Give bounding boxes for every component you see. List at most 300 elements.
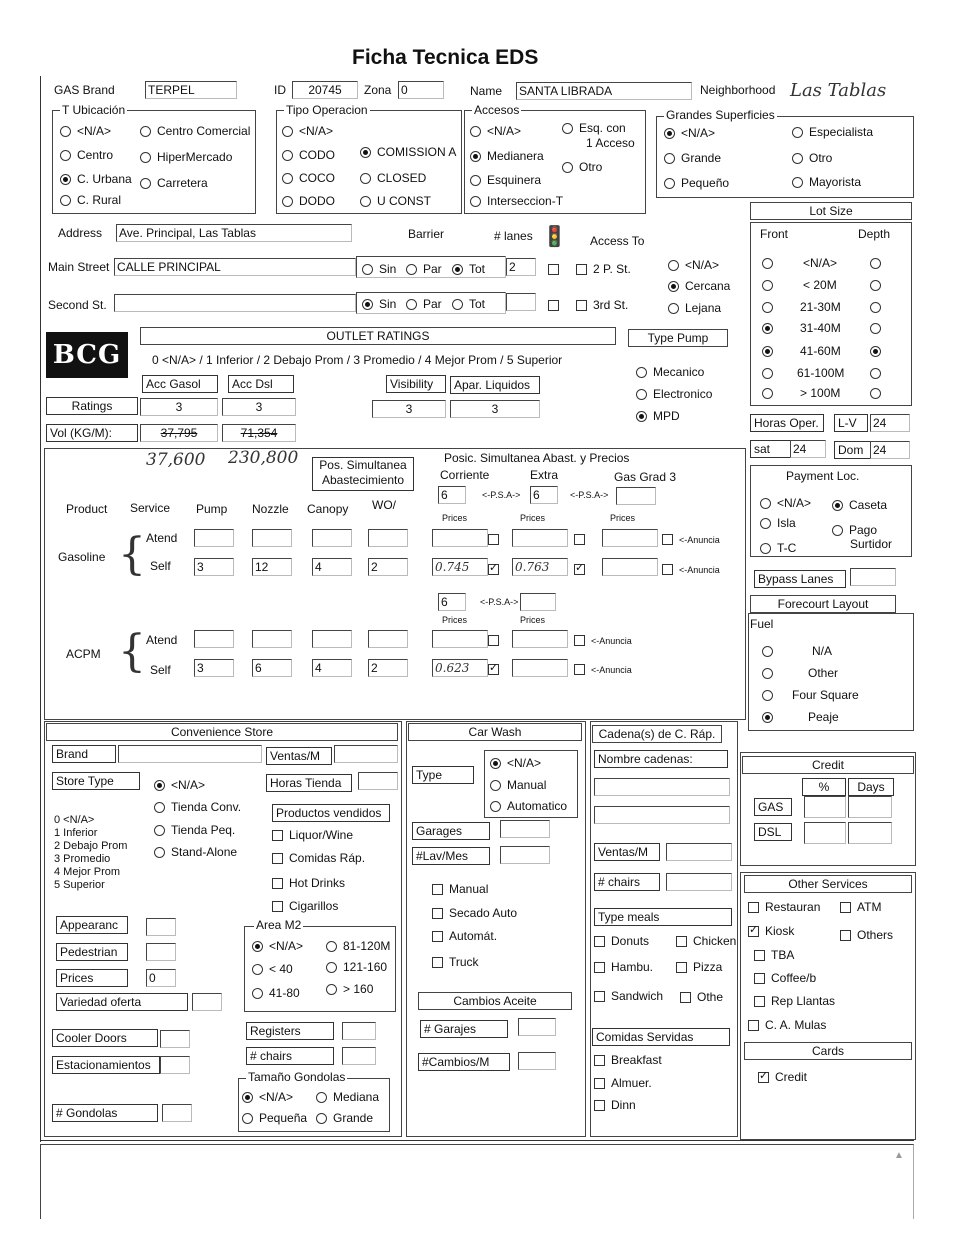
gas-grad-psa-field[interactable] (616, 487, 656, 505)
lot-depth-radio[interactable] (870, 386, 887, 400)
bypass-lanes-field[interactable] (850, 568, 896, 586)
carwash-check-automat[interactable] (432, 929, 497, 943)
radio-icon (792, 153, 803, 164)
radio-icon (316, 1113, 327, 1124)
lav-mes-field[interactable] (500, 846, 550, 864)
gas-brand-field[interactable]: TERPEL (145, 81, 237, 99)
option-label: Breakfast (611, 1053, 662, 1067)
radio-icon (562, 162, 573, 173)
prod-cigarillos[interactable] (272, 899, 338, 913)
third-st-check[interactable] (576, 298, 628, 312)
accesos-interseccion[interactable] (470, 194, 563, 208)
prices-field[interactable]: 0 (146, 969, 176, 987)
lot-depth-radio[interactable] (870, 256, 887, 270)
radio-icon (140, 126, 151, 137)
payment-tc[interactable] (760, 541, 796, 555)
gas-atend-check2[interactable] (574, 532, 591, 546)
id-label: ID (274, 83, 286, 97)
cooler-doors-field[interactable] (160, 1030, 190, 1048)
lot-option-label: 31-40M (800, 321, 841, 335)
radio-icon (762, 368, 773, 379)
store-type-stand-alone[interactable] (154, 845, 237, 859)
payment-pago[interactable] (832, 523, 877, 537)
meal-chicken[interactable] (676, 934, 736, 948)
prod-hot-drinks[interactable] (272, 876, 345, 890)
radio-icon (316, 1092, 327, 1103)
lot-front-radio[interactable] (762, 256, 779, 270)
grandes-grande[interactable] (664, 151, 721, 165)
lot-depth-radio[interactable] (870, 344, 887, 358)
checkbox-icon (594, 1055, 605, 1066)
forecourt-peaje[interactable] (762, 710, 779, 724)
gas-atend-check1[interactable] (488, 532, 505, 546)
radio-icon (282, 196, 293, 207)
gas-atend-price1[interactable] (432, 529, 488, 547)
pedestrian-field[interactable] (146, 943, 176, 961)
radio-icon (252, 988, 263, 999)
option-label: Hambu. (611, 960, 654, 974)
svc-kiosk[interactable] (748, 924, 794, 938)
ventas-field[interactable] (334, 745, 398, 763)
lot-depth-radio[interactable] (870, 278, 887, 292)
checkbox-icon (594, 1100, 605, 1111)
barrier-second-tot[interactable] (452, 297, 485, 311)
store-type-tienda-peq[interactable] (154, 823, 235, 837)
acpm-self-nozzle[interactable]: 6 (252, 659, 292, 677)
dom-hours-field[interactable]: 24 (870, 441, 910, 459)
barrier-second-par[interactable] (406, 297, 442, 311)
id-field[interactable]: 20745 (292, 81, 358, 99)
radio-selected-icon (490, 758, 501, 769)
tamano-grande[interactable] (316, 1111, 373, 1125)
option-label: Dinn (611, 1098, 636, 1112)
cambios-aceite-header: Cambios Aceite (418, 992, 572, 1010)
forecourt-option-label: Peaje (808, 710, 839, 724)
gas-grad-label: Gas Grad 3 (614, 470, 677, 484)
svc-tba[interactable] (754, 948, 794, 962)
acpm-atend-check1[interactable] (488, 633, 505, 647)
rating-dsl-field[interactable]: 3 (222, 398, 296, 416)
extra-label: Extra (530, 468, 559, 482)
svc-restauran[interactable] (748, 900, 820, 914)
carwash-check-manual[interactable] (432, 882, 488, 896)
brand-label: Brand (52, 745, 116, 763)
area-gt-160[interactable] (326, 982, 373, 996)
accesos-esquinera[interactable] (470, 173, 541, 187)
type-meals-label: Type meals (594, 908, 732, 926)
meal-othe[interactable] (680, 990, 723, 1004)
carwash-manual[interactable] (490, 778, 546, 792)
nombre-cadenas-field-2[interactable] (594, 806, 730, 824)
forecourt-header: Forecourt Layout (750, 595, 896, 613)
barrier-main-tot[interactable] (452, 262, 485, 276)
gas-atend-wo[interactable] (368, 529, 408, 547)
vol-dsl-field[interactable]: 71,354 (222, 424, 296, 442)
meal-sandwich[interactable] (594, 989, 663, 1003)
acpm-self-check1[interactable] (488, 662, 505, 676)
ubicacion-hipermercado[interactable] (140, 150, 232, 164)
option-label: Tienda Conv. (171, 800, 242, 814)
comida-almuer[interactable] (594, 1076, 652, 1090)
canopy-header: Canopy (307, 502, 349, 516)
lanes-main-field[interactable]: 2 (506, 258, 536, 276)
gas-self-nozzle[interactable]: 12 (252, 558, 292, 576)
lot-front-radio[interactable] (762, 386, 779, 400)
barrier-second-sin[interactable] (362, 297, 396, 311)
acpm-self-canopy[interactable]: 4 (312, 659, 352, 677)
gondolas-field[interactable] (162, 1104, 192, 1122)
acpm-psa-field[interactable]: 6 (438, 593, 466, 611)
tipo-comission[interactable] (360, 145, 456, 159)
svc-atm[interactable] (840, 900, 881, 914)
appearance-label: Appearanc (56, 916, 128, 934)
svc-coffee[interactable] (754, 971, 816, 985)
acpm-atend-nozzle[interactable] (252, 630, 292, 648)
payment-caseta[interactable] (832, 498, 887, 512)
credit-gas-pct[interactable] (804, 796, 846, 818)
acpm-atend-pump[interactable] (194, 630, 234, 648)
accesos-otro[interactable] (562, 160, 602, 174)
radio-icon (360, 196, 371, 207)
option-label: TBA (771, 948, 795, 962)
radio-icon (154, 825, 165, 836)
acpm-self-price2[interactable] (512, 659, 568, 677)
gas-self-price3[interactable] (602, 558, 658, 576)
gas-atend-price2[interactable] (512, 529, 568, 547)
pump-mecanico[interactable] (636, 365, 704, 379)
option-label: Especialista (809, 125, 874, 139)
ventas-label: Ventas/M (266, 747, 332, 765)
pump-mpd[interactable] (636, 409, 680, 423)
garages-field[interactable] (500, 820, 550, 838)
lot-depth-radio[interactable] (870, 366, 887, 380)
nombre-cadenas-field-1[interactable] (594, 778, 730, 796)
posic-label: Posic. Simultanea Abast. y Precios (444, 451, 630, 465)
checkbox-icon (748, 1020, 759, 1031)
gas-self-check1[interactable] (488, 562, 505, 576)
acpm-label: ACPM (66, 647, 101, 661)
nombre-cadenas-label: Nombre cadenas: (594, 750, 728, 768)
card-credit[interactable] (758, 1070, 807, 1084)
lot-front-radio[interactable] (762, 300, 779, 314)
grandes-especialista[interactable] (792, 125, 873, 139)
accesos-esq[interactable] (562, 121, 626, 135)
lot-depth-radio[interactable] (870, 300, 887, 314)
option-label: <N/A> (259, 1090, 294, 1104)
svc-ca-mulas[interactable] (748, 1018, 826, 1032)
option-label: Pago (849, 523, 878, 537)
appearance-field[interactable] (146, 918, 176, 936)
carwash-automatico[interactable] (490, 799, 567, 813)
name-field[interactable]: SANTA LIBRADA (516, 82, 692, 100)
pos-simultanea-line2: Abastecimiento (321, 473, 405, 487)
option-label: Pizza (693, 960, 723, 974)
neighborhood-label: Neighborhood (700, 83, 776, 97)
option-label: Par (423, 297, 442, 311)
acpm-psa-extra[interactable] (520, 593, 556, 611)
vol-gasol-field[interactable]: 37,795 (140, 424, 218, 442)
option-label: Mediana (333, 1090, 380, 1104)
carwash-check-truck[interactable] (432, 955, 479, 969)
credit-dsl-days[interactable] (848, 822, 892, 844)
checkbox-icon (840, 930, 851, 941)
ubicacion-c-urbana[interactable] (60, 172, 132, 186)
prod-liquor[interactable] (272, 828, 353, 842)
rating-apar-field[interactable]: 3 (450, 400, 540, 418)
gas-self-pump[interactable]: 3 (194, 558, 234, 576)
credit-gas-days[interactable] (848, 796, 892, 818)
tipo-coco[interactable] (282, 171, 335, 185)
lot-front-radio[interactable] (762, 344, 779, 358)
accesos-na[interactable] (470, 124, 521, 138)
credit-dsl-pct[interactable] (804, 822, 846, 844)
gas-atend-anuncia[interactable] (662, 532, 720, 546)
option-label: 3rd St. (593, 298, 629, 312)
barrier-main-par[interactable] (406, 262, 442, 276)
forecourt-other[interactable] (762, 666, 779, 680)
radio-selected-icon (762, 346, 773, 357)
option-label: ATM (857, 900, 882, 914)
svc-rep-llantas[interactable] (754, 994, 835, 1008)
cambios-m-label: #Cambios/M (418, 1053, 510, 1071)
radio-selected-icon (636, 411, 647, 422)
wo-header: WO/ (372, 498, 396, 512)
store-type-tienda-conv[interactable] (154, 800, 241, 814)
variedad-field[interactable] (192, 993, 222, 1011)
area-81-120[interactable] (326, 939, 390, 953)
sat-hours-field[interactable]: 24 (790, 440, 826, 458)
ubicacion-na[interactable] (60, 124, 111, 138)
tipo-closed[interactable] (360, 171, 426, 185)
option-label: Pequeña (259, 1111, 308, 1125)
cambios-m-field[interactable] (518, 1052, 556, 1070)
ubicacion-centro[interactable] (60, 148, 113, 162)
checkbox-icon (676, 936, 687, 947)
access-na[interactable] (668, 258, 719, 272)
grandes-mayorista[interactable] (792, 175, 861, 189)
payment-isla[interactable] (760, 516, 796, 530)
gas-self-anuncia[interactable] (662, 562, 720, 576)
gas-self-price1[interactable]: 0.745 (432, 558, 488, 576)
address-label: Address (58, 226, 103, 240)
cadena-chairs-field[interactable] (666, 873, 732, 891)
gas-self-check2[interactable] (574, 562, 591, 576)
convenience-store-header: Convenience Store (46, 723, 398, 741)
main-street-field[interactable]: CALLE PRINCIPAL (114, 258, 356, 276)
address-field[interactable]: Ave. Principal, Las Tablas (116, 224, 352, 242)
option-label: Otro (809, 151, 833, 165)
lot-front-radio[interactable] (762, 321, 779, 335)
acpm-atend-anuncia[interactable] (574, 633, 632, 647)
store-type-na[interactable] (154, 778, 205, 792)
radio-icon (792, 177, 803, 188)
option-label: Automát. (449, 929, 498, 943)
tipo-u-const[interactable] (360, 194, 431, 208)
lot-depth-radio[interactable] (870, 321, 887, 335)
outlet-ratings-header: OUTLET RATINGS (140, 327, 616, 345)
option-label: U CONST (377, 194, 431, 208)
neighborhood-value[interactable]: Las Tablas (790, 80, 887, 101)
gas-self-wo[interactable]: 2 (368, 558, 408, 576)
registers-field[interactable] (342, 1022, 376, 1040)
access-cercana[interactable] (668, 279, 730, 293)
acpm-self-anuncia[interactable] (574, 662, 632, 676)
gas-atend-price3[interactable] (602, 529, 658, 547)
gas-atend-canopy[interactable] (312, 529, 352, 547)
prices-label: Prices (442, 615, 468, 625)
radio-icon (762, 690, 773, 701)
option-label: Isla (777, 516, 796, 530)
extra-psa-field[interactable]: 6 (530, 486, 558, 504)
gas-self-price2[interactable]: 0.763 (512, 558, 568, 576)
option-label: Secado Auto (449, 906, 518, 920)
checkbox-icon (272, 830, 283, 841)
cadena-ventas-field[interactable] (666, 843, 732, 861)
acc-dsl-label: Acc Dsl (228, 375, 294, 393)
brand-field[interactable] (118, 745, 262, 763)
meal-hambu[interactable] (594, 960, 653, 974)
lot-size-header: Lot Size (750, 202, 912, 220)
radio-icon (760, 543, 771, 554)
acpm-atend-price2[interactable] (512, 630, 568, 648)
gas-atend-pump[interactable] (194, 529, 234, 547)
lanes-second-field[interactable] (506, 293, 536, 311)
garajes-field[interactable] (518, 1018, 556, 1036)
option-label: Chicken (693, 934, 737, 948)
forecourt-option-label: Four Square (792, 688, 859, 702)
lot-front-radio[interactable] (762, 278, 779, 292)
forecourt-na[interactable] (762, 644, 779, 658)
tipo-dodo[interactable] (282, 194, 335, 208)
meal-pizza[interactable] (676, 960, 722, 974)
option-label: T-C (777, 541, 797, 555)
acpm-atend-wo[interactable] (368, 630, 408, 648)
second-check[interactable] (548, 298, 565, 312)
ubicacion-centro-comercial[interactable] (140, 124, 250, 138)
checkbox-icon (488, 534, 499, 545)
option-label: Manual (449, 882, 489, 896)
checkbox-icon (272, 853, 283, 864)
tipo-codo[interactable] (282, 148, 335, 162)
acpm-atend-price1[interactable] (432, 630, 488, 648)
tamano-na[interactable] (242, 1090, 293, 1104)
rating-visibility-field[interactable]: 3 (372, 400, 446, 418)
access-lejana[interactable] (668, 301, 721, 315)
accesos-medianera[interactable] (470, 149, 544, 163)
acpm-self-price1[interactable]: 0.623 (432, 659, 488, 677)
carwash-check-secado[interactable] (432, 906, 517, 920)
store-chairs-field[interactable] (342, 1047, 376, 1065)
radio-icon (326, 941, 337, 952)
psa-label: <-P.S.A-> (480, 597, 519, 607)
pedestrian-label: Pedestrian (56, 943, 128, 961)
radio-icon (870, 388, 881, 399)
horas-tienda-field[interactable] (358, 772, 398, 790)
lv-hours-field[interactable]: 24 (870, 414, 910, 432)
gasoline-label: Gasoline (58, 550, 106, 564)
radio-icon (154, 802, 165, 813)
prod-comidas[interactable] (272, 851, 365, 865)
atend-label: Atend (146, 531, 178, 545)
store-type-label: Store Type (52, 772, 140, 790)
acpm-atend-canopy[interactable] (312, 630, 352, 648)
carwash-type-label: Type (412, 766, 474, 784)
pump-electronico[interactable] (636, 387, 712, 401)
p-st-check[interactable] (576, 262, 631, 276)
barrier-main-sin[interactable] (362, 262, 396, 276)
option-label: Truck (449, 955, 479, 969)
tamano-pequena[interactable] (242, 1111, 307, 1125)
main-check[interactable] (548, 262, 565, 276)
outlet-scale: 0 <N/A> / 1 Inferior / 2 Debajo Prom / 3 Promedio / 4 Mejor Prom / 5 Superior (152, 353, 563, 367)
second-street-field[interactable] (114, 294, 356, 312)
acpm-self-wo[interactable]: 2 (368, 659, 408, 677)
cooler-doors-label: Cooler Doors (52, 1029, 158, 1047)
tipo-na[interactable] (282, 124, 333, 138)
ubicacion-carretera[interactable] (140, 176, 208, 190)
radio-icon (60, 150, 71, 161)
option-label: CODO (299, 148, 335, 162)
checkbox-icon (676, 962, 687, 973)
option-label: <N/A> (299, 124, 334, 138)
area-41-80[interactable] (252, 986, 300, 1000)
carwash-na[interactable] (490, 756, 541, 770)
rating-gasol-field[interactable]: 3 (140, 398, 218, 416)
scale-item: 4 Mejor Prom (54, 866, 121, 878)
forecourt-four-square[interactable] (762, 688, 779, 702)
scroll-up-icon[interactable]: ▲ (894, 1150, 904, 1161)
option-label: Mecanico (653, 365, 705, 379)
checkbox-checked-icon (758, 1072, 769, 1083)
area-121-160[interactable] (326, 960, 387, 974)
corriente-psa-field[interactable]: 6 (438, 486, 466, 504)
payment-na[interactable] (760, 496, 811, 510)
forecourt-option-label: Other (808, 666, 839, 680)
radio-icon (762, 280, 773, 291)
comida-breakfast[interactable] (594, 1053, 662, 1067)
comida-dinn[interactable] (594, 1098, 636, 1112)
radio-icon (452, 299, 463, 310)
svc-others[interactable] (840, 928, 893, 942)
option-label: Centro Comercial (157, 124, 251, 138)
option-label: Sin (379, 262, 397, 276)
gas-atend-nozzle[interactable] (252, 529, 292, 547)
radio-selected-icon (762, 712, 773, 723)
notes-textarea[interactable] (40, 1144, 914, 1219)
acpm-self-pump[interactable]: 3 (194, 659, 234, 677)
product-header: Product (66, 502, 108, 516)
option-label: Manual (507, 778, 547, 792)
zona-field[interactable]: 0 (398, 81, 444, 99)
option-label: <-Anuncia (591, 636, 632, 646)
area-na[interactable] (252, 939, 303, 953)
estacionamientos-field[interactable] (160, 1056, 190, 1074)
corriente-label: Corriente (440, 468, 490, 482)
option-label: Restauran (765, 900, 821, 914)
lot-front-label: Front (760, 227, 789, 241)
option-label: Lejana (685, 301, 722, 315)
gas-self-canopy[interactable]: 4 (312, 558, 352, 576)
meal-donuts[interactable] (594, 934, 649, 948)
grandes-na[interactable] (664, 126, 715, 140)
area-lt-40[interactable] (252, 962, 293, 976)
ubicacion-c-rural[interactable] (60, 193, 121, 207)
tamano-mediana[interactable] (316, 1090, 379, 1104)
grandes-pequeno[interactable] (664, 176, 729, 190)
grandes-otro[interactable] (792, 151, 832, 165)
lot-front-radio[interactable] (762, 366, 779, 380)
radio-icon (870, 280, 881, 291)
